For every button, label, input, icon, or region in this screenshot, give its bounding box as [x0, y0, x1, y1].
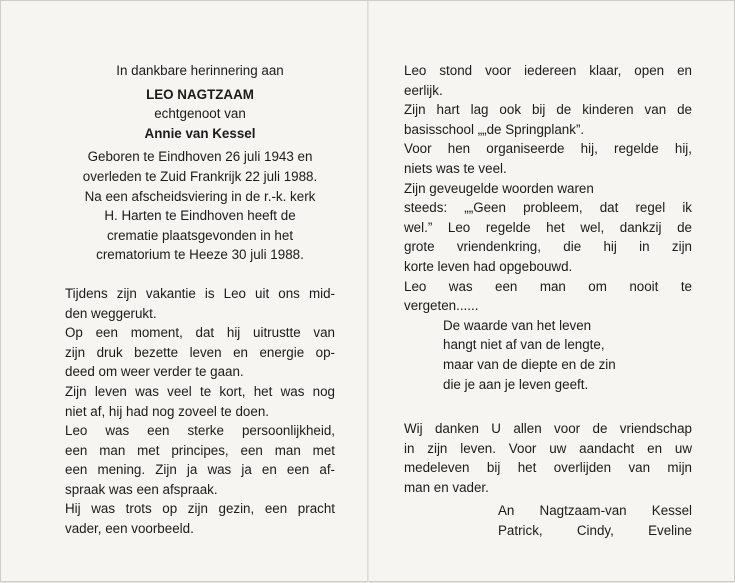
text-line: den weggerukt.: [65, 305, 157, 321]
text-line: Zijn leven was veel te kort, het was nog: [65, 383, 335, 399]
text-line: Voor hen organiseerde hij, regelde hij,: [404, 141, 692, 157]
right-panel: [404, 61, 692, 541]
bio-line: crematie plaatsgevonden in het: [106, 227, 294, 243]
poem-line: die je aan je leven geeft.: [443, 376, 589, 392]
bio-line: crematorium te Heeze 30 juli 1988.: [96, 247, 304, 263]
bio-line: Na een afscheidsviering in de r.-k. kerk: [84, 188, 316, 204]
poem-line: maar van de diepte en de zin: [443, 356, 616, 372]
signature-line: An Nagtzaam-van Kessel: [498, 503, 692, 519]
text-line: steeds: „„Geen probleem, dat regel ik: [404, 200, 692, 216]
poem-line: hangt niet af van de lengte,: [443, 337, 605, 353]
tribute-text: [65, 284, 335, 539]
text-line: basisschool „„de Springplank”.: [404, 121, 585, 137]
text-line: Leo stond voor iedereen klaar, open en: [404, 63, 692, 78]
text-line: Leo was een sterke persoonlijkheid,: [65, 423, 335, 439]
text-line: zijn druk bezette leven en energie op-: [65, 344, 335, 360]
spouse-relation: echtgenoot van: [154, 106, 246, 122]
text-line: eerlijk.: [404, 82, 443, 98]
text-line: Zijn hart lag ook bij de kinderen van de: [404, 102, 692, 118]
thanks-line: medeleven bij het overlijden van mijn: [404, 460, 692, 476]
text-line: spraak was een afspraak.: [65, 481, 218, 497]
header-block: [65, 61, 335, 143]
text-line: vader, een voorbeeld.: [65, 521, 194, 537]
poem: [404, 316, 692, 394]
signature-line: Patrick, Cindy, Eveline: [498, 523, 692, 539]
thanks-line: in zijn leven. Voor uw aandacht en uw: [404, 440, 692, 456]
signature: [404, 501, 692, 540]
text-line: wel.” Leo regelde het wel, dankzij de: [404, 219, 692, 235]
text-line: een mening. Zijn ja was ja en een af-: [65, 462, 335, 478]
text-line: Tijdens zijn vakantie is Leo uit ons mid-: [65, 285, 335, 301]
text-line: Op een moment, dat hij uitrustte van: [65, 325, 335, 341]
spouse-name: Annie van Kessel: [144, 125, 256, 141]
text-line: vergeten......: [404, 298, 479, 314]
bio-line: Geboren te Eindhoven 26 juli 1943 en: [87, 149, 313, 165]
dedication-line: In dankbare herinnering aan: [116, 63, 284, 78]
text-line: niet af, hij had nog zoveel te doen.: [65, 403, 269, 419]
deceased-name: LEO NAGTZAAM: [146, 86, 254, 102]
tribute-text-continued: [404, 61, 692, 316]
text-line: Hij was trots op zijn gezin, een pracht: [65, 501, 335, 517]
text-line: deed om weer verder te gaan.: [65, 364, 244, 380]
text-line: grote vriendenkring, die hij in zijn: [404, 239, 692, 255]
bio-line: overleden te Zuid Frankrijk 22 juli 1988.: [82, 168, 318, 184]
text-line: niets was te veel.: [404, 160, 507, 176]
text-line: Zijn geveugelde woorden waren: [404, 180, 594, 196]
thanks-text: [404, 419, 692, 497]
thanks-line: Wij danken U allen voor de vriendschap: [404, 421, 692, 437]
text-line: een man met principes, een man met: [65, 442, 335, 458]
poem-line: De waarde van het leven: [443, 317, 592, 333]
text-line: Leo was een man om nooit te: [404, 278, 692, 294]
thanks-line: man en vader.: [404, 479, 489, 495]
left-panel: [65, 61, 335, 539]
card-fold: [367, 1, 369, 583]
text-line: korte leven had opgebouwd.: [404, 258, 573, 274]
bio-block: [65, 147, 335, 265]
bio-line: H. Harten te Eindhoven heeft de: [104, 208, 296, 224]
